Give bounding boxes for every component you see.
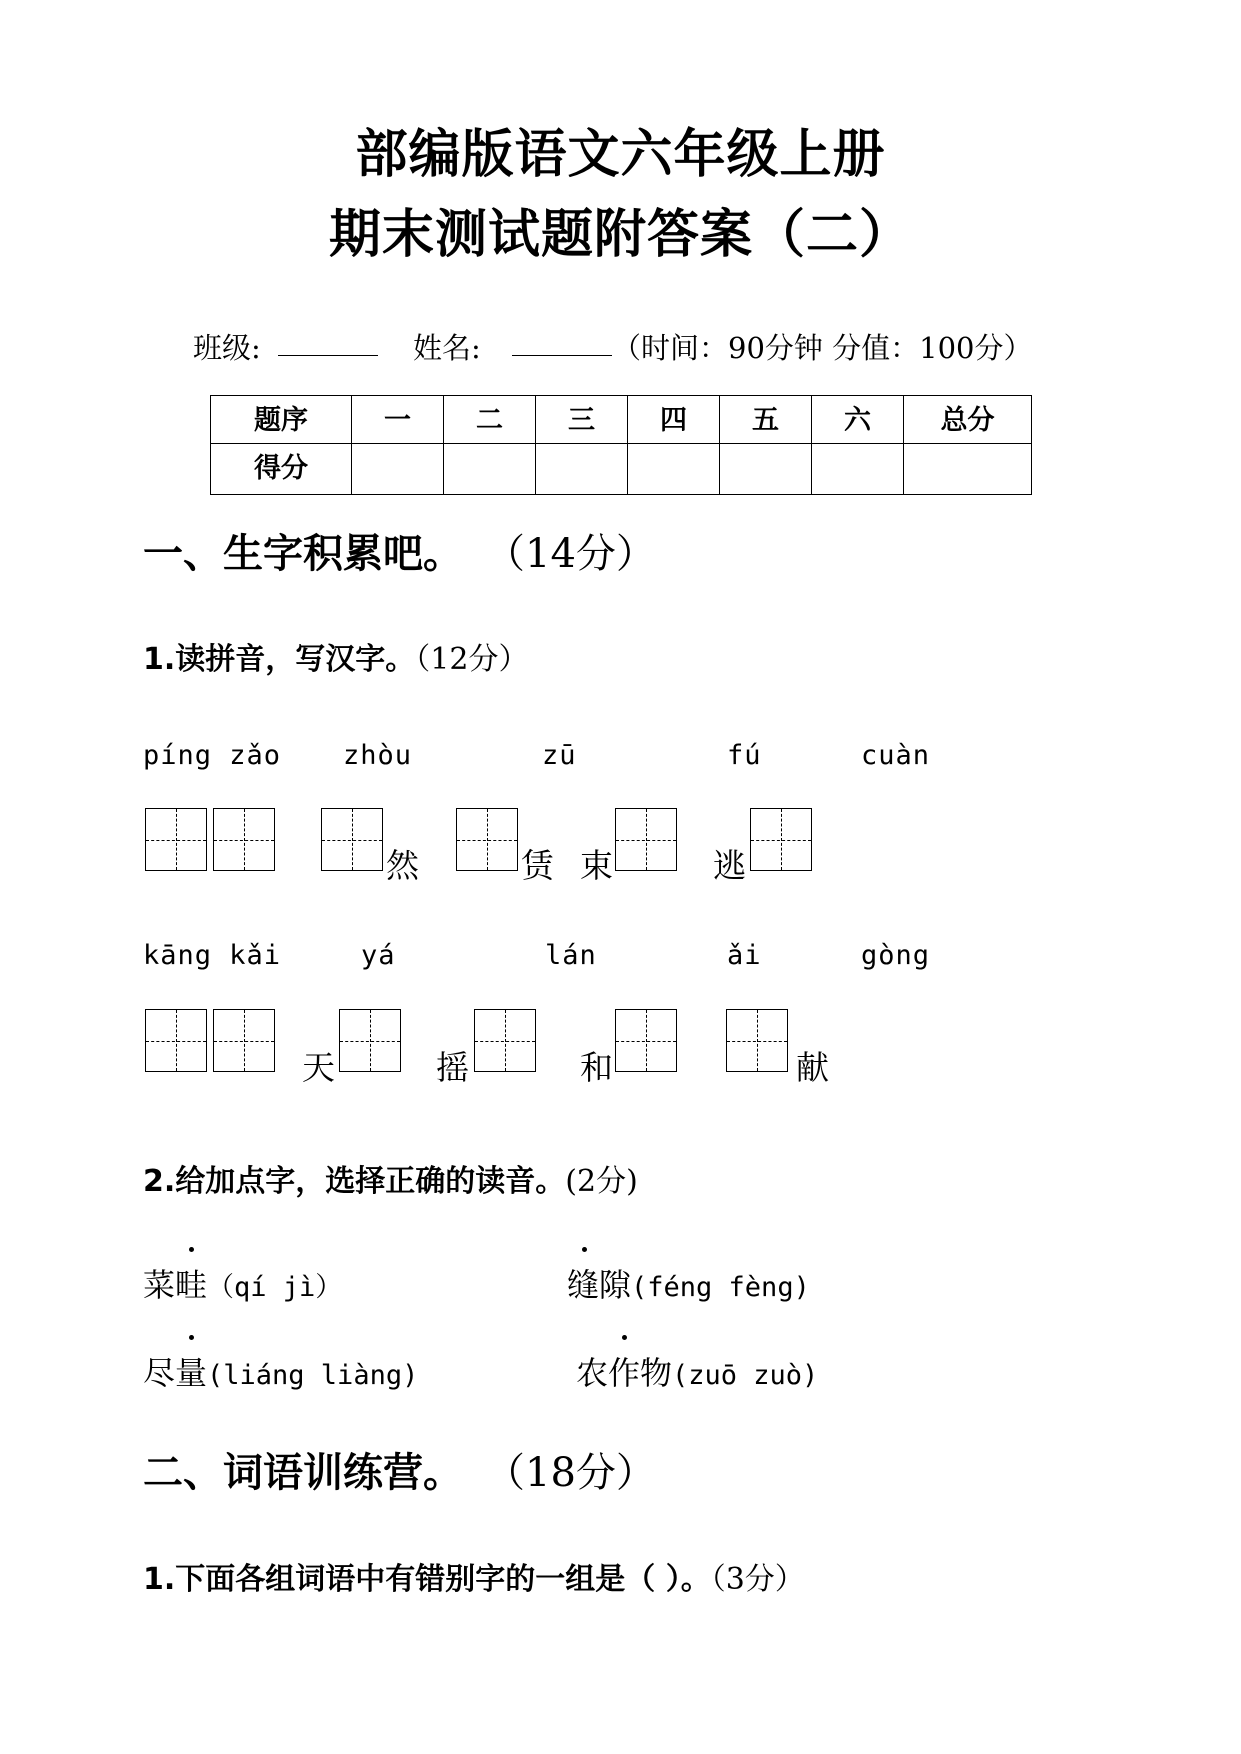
given-character: 摇	[436, 1048, 469, 1087]
score-header-cell: 六	[812, 396, 904, 444]
writing-box[interactable]	[321, 808, 383, 871]
emphasis-dot	[582, 1247, 587, 1252]
reading-item	[143, 1348, 418, 1394]
score-cell[interactable]	[352, 444, 444, 495]
score-header-cell: 三	[536, 396, 628, 444]
section1-title: 一、生字积累吧。	[143, 531, 463, 577]
reading-item	[576, 1348, 818, 1394]
emphasis-dot	[189, 1247, 194, 1252]
score-header-cell: 二	[444, 396, 536, 444]
name-blank[interactable]	[512, 355, 612, 356]
section2-q1-label: 1.下面各组词语中有错别字的一组是（ ）。	[143, 1562, 711, 1597]
score-cell[interactable]	[444, 444, 536, 495]
score-table	[210, 395, 1032, 495]
writing-box[interactable]	[145, 808, 207, 871]
score-header-cell: 一	[352, 396, 444, 444]
score-cell[interactable]	[812, 444, 904, 495]
emphasis-dot	[622, 1335, 627, 1340]
score-row-label: 得分	[211, 444, 352, 495]
writing-box[interactable]	[145, 1009, 207, 1072]
reading-item	[143, 1260, 342, 1306]
score-header-cell: 五	[720, 396, 812, 444]
score-header-cell: 总分	[904, 396, 1032, 444]
item-options[interactable]: (féng fèng)	[631, 1272, 810, 1303]
score-cell[interactable]	[536, 444, 628, 495]
pinyin-label: lán	[545, 940, 597, 971]
given-character: 赁	[521, 846, 554, 885]
q2-points: (2分)	[565, 1164, 638, 1199]
pinyin-label: fú	[727, 740, 762, 771]
given-character: 束	[580, 846, 613, 885]
item-options[interactable]: (liáng liàng)	[207, 1360, 419, 1391]
pinyin-label: gòng	[861, 940, 931, 971]
writing-box[interactable]	[615, 808, 677, 871]
item-word: 农作物	[576, 1354, 673, 1392]
given-character: 天	[302, 1048, 335, 1087]
item-options[interactable]: （qí jì）	[207, 1272, 343, 1303]
class-label: 班级:	[193, 331, 261, 365]
item-word: 尽量	[143, 1354, 208, 1392]
page-title: 部编版语文六年级上册	[355, 125, 886, 185]
score-cell[interactable]	[628, 444, 720, 495]
score-table-header-row	[211, 396, 1032, 444]
given-character: 逃	[713, 846, 746, 885]
item-options[interactable]: (zuō zuò)	[672, 1360, 819, 1391]
pinyin-label: zhòu	[343, 740, 413, 771]
section2-q1-heading	[143, 1554, 805, 1598]
score-cell[interactable]	[720, 444, 812, 495]
q1-heading	[143, 634, 528, 678]
section2-title: 二、词语训练营。	[143, 1450, 463, 1496]
q2-label: 2.给加点字，选择正确的读音。	[143, 1164, 566, 1199]
score-cell[interactable]	[904, 444, 1032, 495]
pinyin-label: píng zǎo	[143, 740, 282, 771]
section2-heading	[143, 1441, 656, 1498]
emphasis-dot	[189, 1335, 194, 1340]
writing-box[interactable]	[213, 808, 275, 871]
writing-box[interactable]	[213, 1009, 275, 1072]
section2-q1-points: （3分）	[710, 1562, 805, 1597]
score-header-cell: 题序	[211, 396, 352, 444]
pinyin-label: kāng kǎi	[143, 940, 282, 971]
writing-box[interactable]	[750, 808, 812, 871]
item-word: 缝隙	[567, 1266, 632, 1304]
section1-heading	[143, 522, 656, 579]
reading-item	[567, 1260, 810, 1306]
q1-label: 1.读拼音，写汉字。	[143, 642, 416, 677]
writing-box[interactable]	[726, 1009, 788, 1072]
time-score-info: （时间：90分钟 分值：100分）	[612, 331, 1033, 365]
section2-points: （18分）	[485, 1450, 656, 1496]
writing-box[interactable]	[456, 808, 518, 871]
writing-box[interactable]	[615, 1009, 677, 1072]
pinyin-label: ǎi	[727, 940, 762, 971]
writing-box[interactable]	[339, 1009, 401, 1072]
pinyin-label: cuàn	[861, 740, 931, 771]
section1-points: （14分）	[485, 531, 656, 577]
item-word: 菜畦	[143, 1266, 208, 1304]
writing-box[interactable]	[474, 1009, 536, 1072]
given-character: 然	[386, 846, 419, 885]
given-character: 献	[796, 1048, 829, 1087]
pinyin-label: yá	[361, 940, 396, 971]
score-header-cell: 四	[628, 396, 720, 444]
pinyin-label: zū	[542, 740, 577, 771]
q2-heading	[143, 1156, 638, 1200]
class-blank[interactable]	[278, 355, 378, 356]
q1-points: （12分）	[415, 642, 529, 677]
name-label: 姓名:	[413, 331, 481, 365]
given-character: 和	[580, 1048, 613, 1087]
page-subtitle: 期末测试题附答案（二）	[328, 205, 912, 265]
score-table-score-row	[211, 444, 1032, 495]
